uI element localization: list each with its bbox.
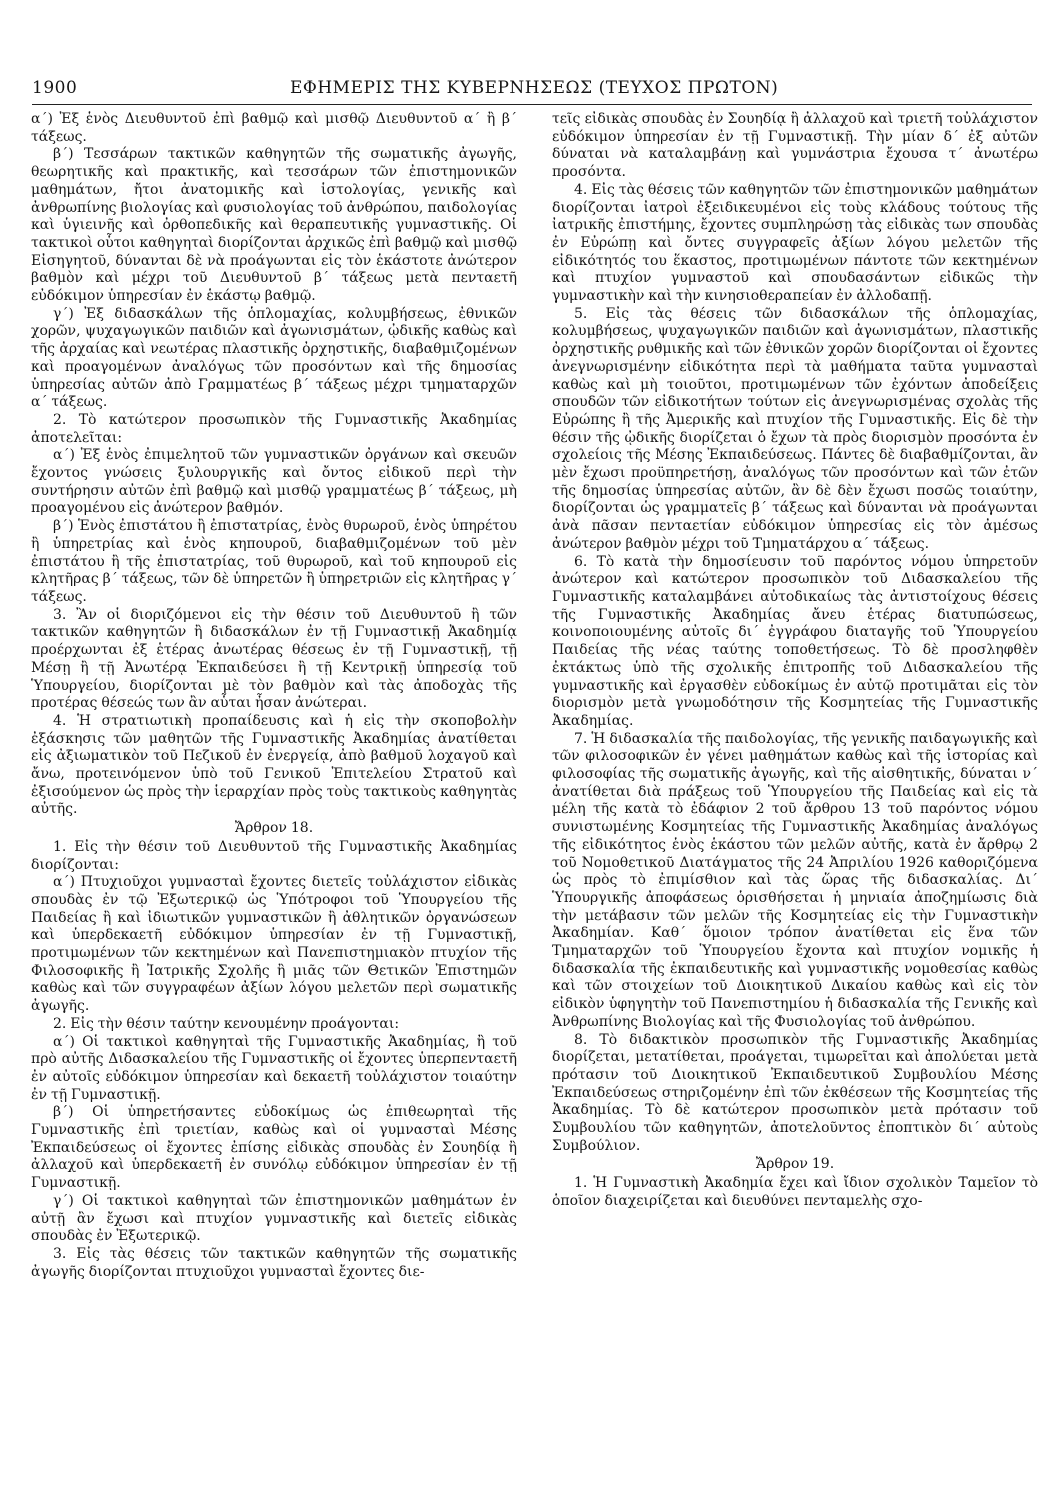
article-heading: Ἄρθρον 19. xyxy=(755,1156,835,1173)
paragraph: α΄) Ἐξ ἑνὸς ἐπιμελητοῦ τῶν γυμναστικῶν ὀργάνων καὶ σκευῶν ἔχοντος γνώσεις ξυλουργικῆς καὶ ὄντος εἰδικοῦ περὶ τὴν συντήρησιν αὐτῶν ἐπὶ βαθμῷ καὶ μισθῷ γραμματέως β΄ τάξεως, μὴ προαγομένου εἰς ἀνώτερον βαθμόν. xyxy=(31,447,517,517)
paragraph: α΄) Οἱ τακτικοὶ καθηγηταὶ τῆς Γυμναστικῆς Ἀκαδημίας, ἢ τοῦ πρὸ αὐτῆς Διδασκαλείου τῆς Γυμναστικῆς οἱ ἔχοντες ὑπερπενταετῆ ἐν αὐτοῖς εὐδόκιμον ὑπηρεσίαν καὶ δεκαετῆ τοὐλάχιστον τοιαύτην ἐν τῇ Γυμναστικῇ. xyxy=(31,1033,517,1103)
right-column xyxy=(552,111,1038,1496)
paragraph: 4. Ἡ στρατιωτικὴ προπαίδευσις καὶ ἡ εἰς τὴν σκοποβολὴν ἐξάσκησις τῶν μαθητῶν τῆς Γυμναστικῆς Ἀκαδημίας ἀνατίθεται εἰς ἀξιωματικὸν τοῦ Πεζικοῦ ἐν ἐνεργείᾳ, ἀπὸ βαθμοῦ λοχαγοῦ καὶ ἄνω, προτεινόμενον ὑπὸ τοῦ Γενικοῦ Ἐπιτελείου Στρατοῦ καὶ ἐξισούμενον ὡς πρὸς τὴν ἱεραρχίαν πρὸς τοὺς τακτικοὺς καθηγητὰς αὐτῆς. xyxy=(31,712,517,818)
paragraph: 2. Τὸ κατώτερον προσωπικὸν τῆς Γυμναστικῆς Ἀκαδημίας ἀποτελεῖται: xyxy=(31,411,517,446)
paragraph: 8. Τὸ διδακτικὸν προσωπικὸν τῆς Γυμναστικῆς Ἀκαδημίας διορίζεται, μετατίθεται, προάγεται, τιμωρεῖται καὶ ἀπολύεται μετὰ πρότασιν τοῦ Διοικητικοῦ Ἐκπαιδευτικοῦ Συμβουλίου Μέσης Ἐκπαιδεύσεως στηριζομένην ἐπὶ τῶν ἐκθέσεων τῆς Κοσμητείας τῆς Ἀκαδημίας. Τὸ δὲ κατώτερον προσωπικὸν μετὰ πρότασιν τοῦ Συμβουλίου τῶν καθηγητῶν, ἀποτελοῦντος ἐποπτικὸν δι΄ αὐτοὺς Συμβούλιον. xyxy=(552,1031,1038,1154)
page-number: 1900 xyxy=(32,78,78,98)
header-rule xyxy=(32,104,1032,105)
paragraph: β΄) Τεσσάρων τακτικῶν καθηγητῶν τῆς σωματικῆς ἀγωγῆς, θεωρητικῆς καὶ πρακτικῆς, καὶ τεσσάρων τῶν ἐπιστημονικῶν μαθημάτων, ἤτοι ἀνατομικῆς καὶ ἱστολογίας, γενικῆς καὶ ἀνθρωπίνης βιολογίας καὶ φυσιολογίας τοῦ ἀνθρώπου, παιδολογίας καὶ ὑγιεινῆς καὶ ὀρθοπεδικῆς καὶ θεραπευτικῆς γυμναστικῆς. Οἱ τακτικοὶ οὗτοι καθηγηταὶ διορίζονται ἀρχικῶς ἐπὶ βαθμῷ καὶ μισθῷ Εἰσηγητοῦ, δύνανται δὲ νὰ προάγωνται εἰς τὸν ἑκάστοτε ἀνώτερον βαθμὸν καὶ μέχρι τοῦ Διευθυντοῦ β΄ τάξεως μετὰ πενταετῆ εὐδόκιμον ὑπηρεσίαν ἐν ἑκάστῳ βαθμῷ. xyxy=(31,146,517,305)
paragraph: 4. Εἰς τὰς θέσεις τῶν καθηγητῶν τῶν ἐπιστημονικῶν μαθημάτων διορίζονται ἰατροὶ ἐξειδικευμένοι εἰς τοὺς κλάδους τούτους τῆς ἰατρικῆς ἐπιστήμης, ἔχοντες συμπληρώσῃ τὰς εἰδικὰς των σπουδὰς ἐν Εὐρώπῃ καὶ ὄντες συγγραφεῖς ἀξίων λόγου μελετῶν τῆς εἰδικότητός του ἕκαστος, προτιμωμένων πάντοτε τῶν κεκτημένων καὶ πτυχίον γυμναστοῦ καὶ σπουδασάντων εἰδικῶς τὴν γυμναστικὴν καὶ τὴν κινησιοθεραπείαν ἐν ἀλλοδαπῇ. xyxy=(552,181,1038,305)
paragraph: 3. Εἰς τὰς θέσεις τῶν τακτικῶν καθηγητῶν τῆς σωματικῆς ἀγωγῆς διορίζονται πτυχιοῦχοι γυμνασταὶ ἔχοντες διε- xyxy=(31,1246,517,1280)
paragraph: β΄) Οἱ ὑπηρετήσαντες εὐδοκίμως ὡς ἐπιθεωρηταὶ τῆς Γυμναστικῆς ἐπὶ τριετίαν, καθὼς καὶ οἱ γυμνασταὶ Μέσης Ἐκπαιδεύσεως οἱ ἔχοντες ἐπίσης εἰδικὰς σπουδὰς ἐν Σουηδίᾳ ἢ ἀλλαχοῦ καὶ ὑπερδεκαετῆ ἐν συνόλῳ εὐδόκιμον ὑπηρεσίαν ἐν τῇ Γυμναστικῇ. xyxy=(31,1104,517,1192)
paragraph: β΄) Ἑνὸς ἐπιστάτου ἢ ἐπιστατρίας, ἑνὸς θυρωροῦ, ἑνὸς ὑπηρέτου ἢ ὑπηρετρίας καὶ ἑνὸς κηπουροῦ, διαβαθμιζομένων τοῦ μὲν ἐπιστάτου ἢ τῆς ἐπιστατρίας, τοῦ θυρωροῦ, καὶ τοῦ κηπουροῦ εἰς κλητῆρας β΄ τάξεως, τῶν δὲ ὑπηρετῶν ἢ ὑπηρετριῶν εἰς κλητῆρας γ΄ τάξεως. xyxy=(31,518,517,605)
paragraph: α΄) Ἐξ ἑνὸς Διευθυντοῦ ἐπὶ βαθμῷ καὶ μισθῷ Διευθυντοῦ α΄ ἢ β΄ τάξεως. xyxy=(31,111,517,145)
paragraph: 5. Εἰς τὰς θέσεις τῶν διδασκάλων τῆς ὁπλομαχίας, κολυμβήσεως, ψυχαγωγικῶν παιδιῶν καὶ ἀγωνισμάτων, πλαστικῆς ὀρχηστικῆς ρυθμικῆς καὶ τῶν ἐθνικῶν χορῶν διορίζονται οἱ ἔχοντες ἀνεγνωρισμένην εἰδικότητα περὶ τὰ μαθήματα ταῦτα γυμνασταὶ καθὼς καὶ μὴ τοιοῦτοι, προτιμωμένων τῶν ἐχόντων ἀποδείξεις σπουδῶν τῶν εἰδικοτήτων τούτων εἰς ἀνεγνωρισμένας σχολὰς τῆς Εὐρώπης ἢ τῆς Ἀμερικῆς καὶ πτυχίον τῆς Γυμναστικῆς. Εἰς δὲ τὴν θέσιν τῆς ᾠδικῆς διορίζεται ὁ ἔχων τὰ πρὸς διορισμὸν προσόντα ἐν σχολείοις τῆς Μέσης Ἐκπαιδεύσεως. Πάντες δὲ διαβαθμίζονται, ἂν μὲν ἔχωσι προϋπηρετήσῃ, ἀναλόγως τῶν προσόντων καὶ τῶν ἐτῶν τῆς δημοσίας ὑπηρεσίας αὐτῶν, ἂν δὲ δὲν ἔχωσι ποσῶς τοιαύτην, διορίζονται ὡς γραμματεῖς β΄ τάξεως καὶ δύνανται νὰ προάγωνται ἀνὰ πᾶσαν πενταετίαν εὐδόκιμον ὑπηρεσίας εἰς τὸν ἀμέσως ἀνώτερον βαθμὸν μέχρι τοῦ Τμηματάρχου α΄ τάξεως. xyxy=(552,305,1038,552)
paragraph: τεῖς εἰδικὰς σπουδὰς ἐν Σουηδίᾳ ἢ ἀλλαχοῦ καὶ τριετῆ τοὐλάχιστον εὐδόκιμον ὑπηρεσίαν ἐν τῇ Γυμναστικῇ. Τὴν μίαν δ΄ ἐξ αὐτῶν δύναται νὰ καταλαμβάνῃ καὶ γυμνάστρια ἔχουσα τ΄ ἀνωτέρω προσόντα. xyxy=(552,111,1038,181)
paragraph: α΄) Πτυχιοῦχοι γυμνασταὶ ἔχοντες διετεῖς τοὐλάχιστον εἰδικὰς σπουδὰς ἐν τῷ Ἐξωτερικῷ ὡς Ὑπότροφοι τοῦ Ὑπουργείου τῆς Παιδείας ἢ καὶ ἰδιωτικῶν γυμναστικῶν ἢ ἀθλητικῶν ὀργανώσεων καὶ ὑπερδεκαετῆ εὐδόκιμον ὑπηρεσίαν ἐν τῇ Γυμναστικῇ, προτιμωμένων τῶν κεκτημένων καὶ Πανεπιστημιακὸν πτυχίον τῆς Φιλοσοφικῆς ἢ Ἰατρικῆς Σχολῆς ἢ μιᾶς τῶν Θετικῶν Ἐπιστημῶν καθὼς καὶ τῶν συγγραφέων ἀξίων λόγου μελετῶν περὶ σωματικῆς ἀγωγῆς. xyxy=(31,874,517,1015)
paragraph: γ΄) Ἐξ διδασκάλων τῆς ὁπλομαχίας, κολυμβήσεως, ἐθνικῶν χορῶν, ψυχαγωγικῶν παιδιῶν καὶ ἀγωνισμάτων, ᾠδικῆς καθὼς καὶ τῆς ἀρχαίας καὶ νεωτέρας πλαστικῆς ὀρχηστικῆς, διαβαθμιζομένων καὶ προαγομένων ἀναλόγως τῶν προσόντων καὶ τῆς δημοσίας ὑπηρεσίας αὐτῶν ἀπὸ Γραμματέως β΄ τάξεως μέχρι τμηματαρχῶν α΄ τάξεως. xyxy=(31,305,517,411)
paragraph: 1. Εἰς τὴν θέσιν τοῦ Διευθυντοῦ τῆς Γυμναστικῆς Ἀκαδημίας διορίζονται: xyxy=(31,838,517,873)
paragraph: γ΄) Οἱ τακτικοὶ καθηγηταὶ τῶν ἐπιστημονικῶν μαθημάτων ἐν αὐτῇ ἂν ἔχωσι καὶ πτυχίον γυμναστικῆς καὶ διετεῖς εἰδικὰς σπουδὰς ἐν Ἐξωτερικῷ. xyxy=(31,1192,517,1245)
gazette-title: ΕΦΗΜΕΡΙΣ ΤΗΣ ΚΥΒΕΡΝΗΣΕΩΣ (ΤΕΥΧΟΣ ΠΡΩΤΟΝ) xyxy=(290,78,779,98)
left-column xyxy=(31,111,517,1496)
paragraph: 7. Ἡ διδασκαλία τῆς παιδολογίας, τῆς γενικῆς παιδαγωγικῆς καὶ τῶν φιλοσοφικῶν ἐν γένει μαθημάτων καθὼς καὶ τῆς ἱστορίας καὶ φιλοσοφίας τῆς σωματικῆς ἀγωγῆς, καὶ τῆς αἰσθητικῆς, δύναται ν΄ ἀνατίθεται διὰ πράξεως τοῦ Ὑπουργείου τῆς Παιδείας καὶ εἰς τὰ μέλη τῆς κατὰ τὸ ἐδάφιον 2 τοῦ ἄρθρου 13 τοῦ παρόντος νόμου συνιστωμένης Κοσμητείας τῆς Γυμναστικῆς Ἀκαδημίας ἀναλόγως τῆς εἰδικότητος ἑνὸς ἑκάστου τῶν μελῶν αὐτῆς, κατὰ ἐν ἄρθρῳ 2 τοῦ Νομοθετικοῦ Διατάγματος τῆς 24 Ἀπριλίου 1926 καθοριζόμενα ὡς πρὸς τὸ ἐπιμίσθιον καὶ τὰς ὥρας τῆς διδασκαλίας. Δι΄ Ὑπουργικῆς ἀποφάσεως ὁρισθήσεται ἡ μηνιαία ἀποζημίωσις διὰ τὴν μετάβασιν τῶν μελῶν τῆς Κοσμητείας εἰς τὴν Γυμναστικὴν Ἀκαδημίαν. Καθ΄ ὅμοιον τρόπον ἀνατίθεται εἰς ἕνα τῶν Τμηματαρχῶν τοῦ Ὑπουργείου ἔχοντα καὶ πτυχίον νομικῆς ἡ διδασκαλία τῆς ἐκπαιδευτικῆς καὶ γυμναστικῆς νομοθεσίας καθὼς καὶ τῶν στοιχείων τοῦ Διοικητικοῦ Δικαίου καθὼς καὶ εἰς τὸν εἰδικὸν ὑφηγητὴν τοῦ Πανεπιστημίου ἡ διδασκαλία τῆς Γενικῆς καὶ Ἀνθρωπίνης Βιολογίας καὶ τῆς Φυσιολογίας τοῦ ἀνθρώπου. xyxy=(552,730,1038,1030)
article-heading: Ἄρθρον 18. xyxy=(234,820,314,837)
paragraph: 1. Ἡ Γυμναστικὴ Ἀκαδημία ἔχει καὶ ἴδιον σχολικὸν Ταμεῖον τὸ ὁποῖον διαχειρίζεται καὶ διευθύνει πενταμελὴς σχο- xyxy=(552,1175,1038,1209)
page-header xyxy=(32,78,1032,102)
paragraph: 3. Ἂν οἱ διοριζόμενοι εἰς τὴν θέσιν τοῦ Διευθυντοῦ ἢ τῶν τακτικῶν καθηγητῶν ἢ διδασκάλων ἐν τῇ Γυμναστικῇ Ἀκαδημίᾳ προέρχωνται ἐξ ἑτέρας ἀνωτέρας θέσεως ἐν τῇ Γυμναστικῇ, τῇ Μέσῃ ἢ τῇ Ἀνωτέρᾳ Ἐκπαιδεύσει ἢ τῇ Κεντρικῇ ὑπηρεσίᾳ τοῦ Ὑπουργείου, διορίζονται μὲ τὸν βαθμὸν καὶ τὰς ἀποδοχὰς τῆς προτέρας θέσεώς των ἂν αὗται ἦσαν ἀνώτεραι. xyxy=(31,606,517,712)
paragraph: 6. Τὸ κατὰ τὴν δημοσίευσιν τοῦ παρόντος νόμου ὑπηρετοῦν ἀνώτερον καὶ κατώτερον προσωπικὸν τοῦ Διδασκαλείου τῆς Γυμναστικῆς καταλαμβάνει αὐτοδικαίως τὰς ἀντιστοίχους θέσεις τῆς Γυμναστικῆς Ἀκαδημίας ἄνευ ἑτέρας διατυπώσεως, κοινοποιουμένης αὐτοῖς δι΄ ἐγγράφου διαταγῆς τοῦ Ὑπουργείου Παιδείας τῆς νέας ταύτης τοποθετήσεως. Τὸ δὲ προσληφθὲν ἐκτάκτως ὑπὸ τῆς σχολικῆς ἐπιτροπῆς τοῦ Διδασκαλείου τῆς γυμναστικῆς καὶ ἐργασθὲν εὐδοκίμως ἐν αὐτῷ προτιμᾶται εἰς τὸν διορισμὸν μετὰ γνωμοδότησιν τῆς Κοσμητείας τῆς Γυμναστικῆς Ἀκαδημίας. xyxy=(552,553,1038,729)
paragraph: 2. Εἰς τὴν θέσιν ταύτην κενουμένην προάγονται: xyxy=(53,1015,400,1032)
